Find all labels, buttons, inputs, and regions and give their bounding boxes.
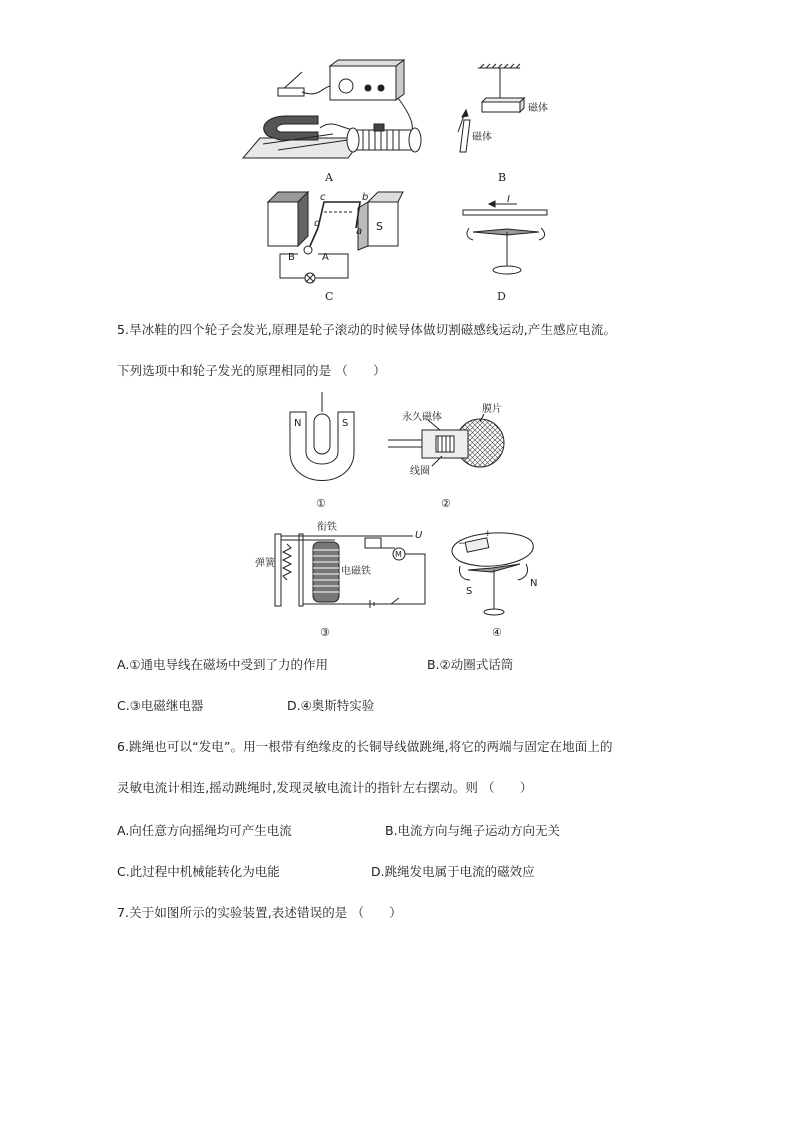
q5-option-c[interactable]: C.③电磁继电器 xyxy=(117,698,204,713)
label-d: d xyxy=(314,218,321,229)
q5-option-d[interactable]: D.④奥斯特实验 xyxy=(287,698,375,713)
q5-figure-3-illustration xyxy=(255,516,435,612)
current-label: I xyxy=(507,194,510,205)
q5-f2-magnet-label: 永久磁体 xyxy=(402,412,442,423)
q5-f4-pole-n: N xyxy=(530,578,538,589)
q6-stem-line2: 灵敏电流计相连,摇动跳绳时,发现灵敏电流计的指针左右摆动。则 （ ） xyxy=(117,780,533,795)
pole-s-label: S xyxy=(376,220,383,233)
q5-f2-membrane-label: 膜片 xyxy=(482,404,502,415)
q5-f4-pole-s: S xyxy=(466,586,473,597)
q5-f3-spring-label: 弹簧 xyxy=(255,558,275,569)
pole-n-label: N xyxy=(276,220,285,233)
label-a: a xyxy=(356,226,363,237)
q6-option-b[interactable]: B.电流方向与绳子运动方向无关 xyxy=(385,823,561,838)
q6-option-c[interactable]: C.此过程中机械能转化为电能 xyxy=(117,864,280,879)
figure-d-illustration xyxy=(455,192,555,284)
q5-figure-2-caption: ② xyxy=(441,497,451,510)
q5-f3-u-label: U xyxy=(415,530,423,541)
q5-figure-1-illustration xyxy=(282,390,362,492)
label-b: b xyxy=(362,192,369,203)
q5-f4-plus: + xyxy=(484,529,492,539)
q5-stem-line2: 下列选项中和轮子发光的原理相同的是 （ ） xyxy=(117,363,386,378)
q5-figure-4-illustration xyxy=(440,524,550,620)
figure-d-caption: D xyxy=(497,290,506,303)
label-c: c xyxy=(320,192,326,203)
label-brush-a: A xyxy=(322,252,329,263)
q5-f3-armature-label: 衔铁 xyxy=(317,522,337,533)
magnet-label-lower: 磁体 xyxy=(472,132,492,143)
label-brush-b: B xyxy=(288,252,295,263)
q6-option-d[interactable]: D.跳绳发电属于电流的磁效应 xyxy=(371,864,535,879)
q5-figure-2-illustration xyxy=(380,400,520,485)
figure-b-illustration xyxy=(450,62,560,167)
q5-f3-electromagnet-label: 电磁铁 xyxy=(341,566,371,577)
q5-f1-pole-n: N xyxy=(294,418,302,429)
q5-option-b[interactable]: B.②动圈式话筒 xyxy=(427,657,514,672)
q5-f1-pole-s: S xyxy=(342,418,349,429)
figure-a-caption: A xyxy=(325,171,333,184)
magnet-label-upper: 磁体 xyxy=(528,103,548,114)
q5-f2-coil-label: 线圈 xyxy=(410,466,430,477)
q5-stem-line1: 5.旱冰鞋的四个轮子会发光,原理是轮子滚动的时候导体做切割磁感线运动,产生感应电流。 xyxy=(117,322,617,337)
q7-stem-line1: 7.关于如图所示的实验装置,表述错误的是 （ ） xyxy=(117,905,402,920)
q5-f3-m-label: M xyxy=(395,550,402,559)
q5-f4-minus: − xyxy=(458,539,466,549)
q5-figure-3-caption: ③ xyxy=(320,626,330,639)
figure-b-caption: B xyxy=(498,171,507,184)
q5-figure-4-caption: ④ xyxy=(492,626,502,639)
q5-figure-1-caption: ① xyxy=(316,497,326,510)
figure-a-illustration xyxy=(238,58,438,170)
q6-stem-line1: 6.跳绳也可以“发电”。用一根带有绝缘皮的长铜导线做跳绳,将它的两端与固定在地面上的 xyxy=(117,739,613,754)
q6-option-a[interactable]: A.向任意方向摇绳均可产生电流 xyxy=(117,823,292,838)
q5-option-a[interactable]: A.①通电导线在磁场中受到了力的作用 xyxy=(117,657,329,672)
figure-c-caption: C xyxy=(325,290,334,303)
figure-c-illustration xyxy=(258,188,408,288)
